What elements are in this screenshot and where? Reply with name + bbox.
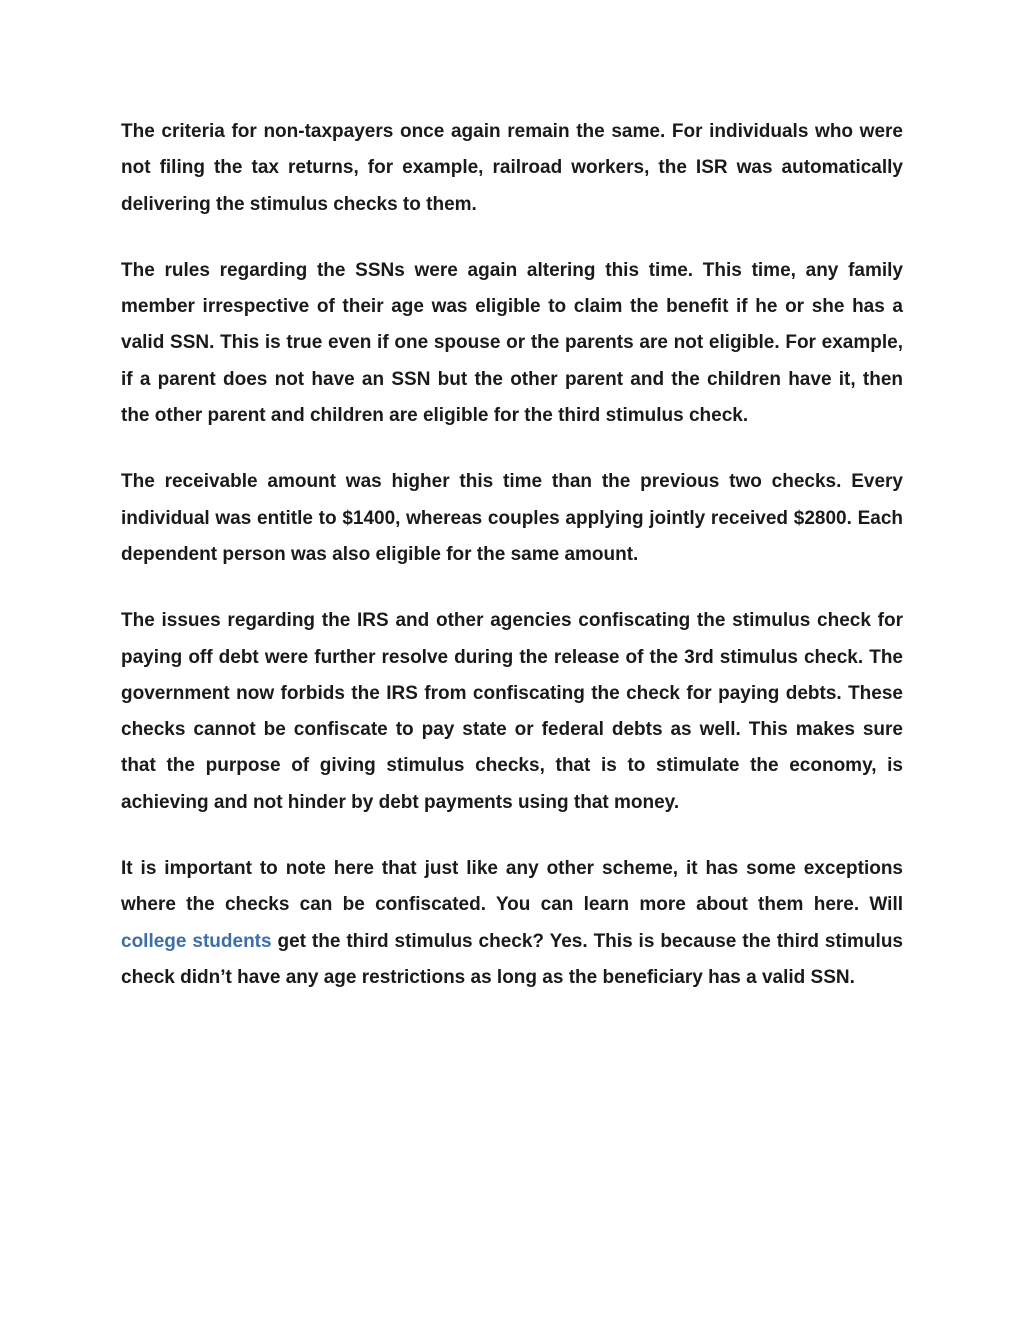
paragraph-receivable-amount: The receivable amount was higher this time than the previous two checks. Every individual was entitle to $1400, whereas couples applying jointly received $2800. Each dependent person was also eligible for the same amount. [121, 471, 903, 565]
paragraph-ssn-rules: The rules regarding the SSNs were again altering this time. This time, any family member irrespective of their age was eligible to claim the benefit if he or she has a valid SSN. This is true even if one spouse or the parents are not eligible. For example, if a parent does not have an SSN but the other parent and the children have it, then the other parent and children are eligible for the third stimulus check. [121, 259, 903, 427]
paragraph-exceptions [121, 851, 903, 996]
paragraph-confiscation-issues: The issues regarding the IRS and other agencies confiscating the stimulus check for paying off debt were further resolve during the release of the 3rd stimulus check. The government now forbids the IRS from confiscating the check for paying debts. These checks cannot be confiscate to pay state or federal debts as well. This makes sure that the purpose of giving stimulus checks, that is to stimulate the economy, is achieving and not hinder by debt payments using that money. [121, 610, 903, 813]
paragraph-exceptions-text-after: get the third stimulus check? Yes. This is because the third stimulus check didn’t have any age restrictions as long as the beneficiary has a valid SSN. [121, 930, 903, 988]
paragraph-non-taxpayers: The criteria for non-taxpayers once again remain the same. For individuals who were not filing the tax returns, for example, railroad workers, the ISR was automatically delivering the stimulus checks to them. [121, 121, 903, 215]
college-students-link[interactable]: college students [121, 930, 272, 952]
paragraph-exceptions-text-before: It is important to note here that just like any other scheme, it has some exceptions where the checks can be confiscated. You can learn more about them here. Will [121, 858, 903, 916]
document-body [121, 114, 903, 1026]
